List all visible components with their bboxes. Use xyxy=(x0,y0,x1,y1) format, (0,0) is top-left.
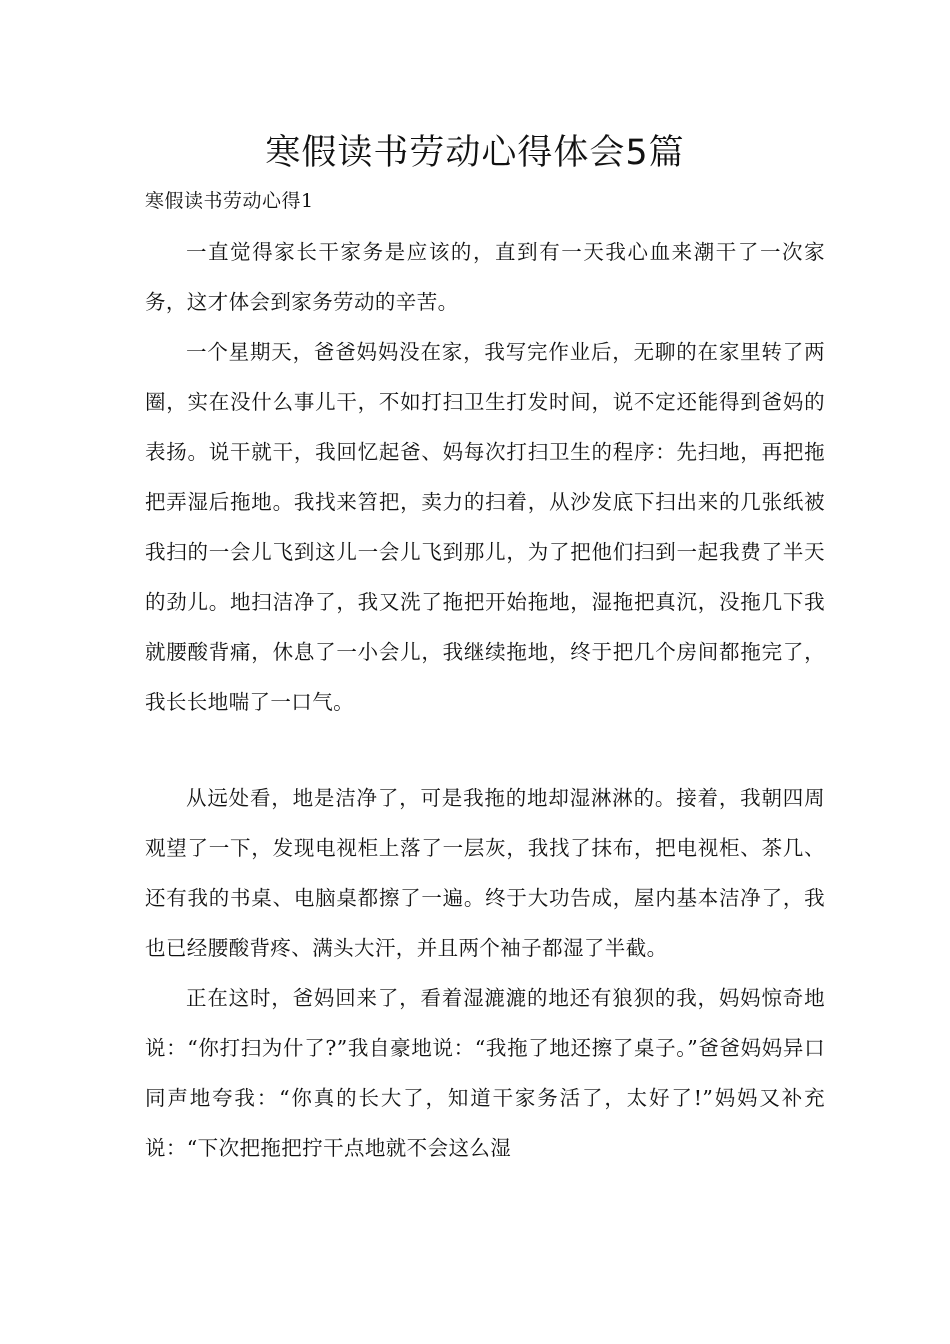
paragraph-3: 从远处看，地是洁净了，可是我拖的地却湿淋淋的。接着，我朝四周观望了一下，发现电视柜上落了一层灰，我找了抹布，把电视柜、茶几、还有我的书桌、电脑桌都擦了一遍。终于大功告成，屋内基本洁净了，我也已经腰酸背疼、满头大汗，并且两个袖子都湿了半截。 xyxy=(145,786,825,960)
paragraph-2: 一个星期天，爸爸妈妈没在家，我写完作业后，无聊的在家里转了两圈，实在没什么事儿干，不如打扫卫生打发时间，说不定还能得到爸妈的表扬。说干就干，我回忆起爸、妈每次打扫卫生的程序：先扫地，再把拖把弄湿后拖地。我找来笤把，卖力的扫着，从沙发底下扫出来的几张纸被我扫的一会儿飞到这儿一会儿飞到那儿，为了把他们扫到一起我费了半天的劲儿。地扫洁净了，我又洗了拖把开始拖地，湿拖把真沉，没拖几下我就腰酸背痛，休息了一小会儿，我继续拖地，终于把几个房间都拖完了，我长长地喘了一口气。 xyxy=(145,340,825,714)
paragraph-group-2 xyxy=(145,773,825,1173)
section-subtitle: 寒假读书劳动心得1 xyxy=(145,190,314,212)
document-title: 寒假读书劳动心得体会5篇 xyxy=(265,133,685,173)
paragraph-1: 一直觉得家长干家务是应该的，直到有一天我心血来潮干了一次家务，这才体会到家务劳动的辛苦。 xyxy=(145,240,825,314)
paragraph-4: 正在这时，爸妈回来了，看着湿漉漉的地还有狼狈的我，妈妈惊奇地说：“你打扫为什了?”我自豪地说：“我拖了地还擦了桌子。”爸爸妈妈异口同声地夸我：“你真的长大了，知道干家务活了，太好了!”妈妈又补充说：“下次把拖把拧干点地就不会这么湿 xyxy=(145,986,825,1160)
paragraph-group-1 xyxy=(145,227,825,727)
